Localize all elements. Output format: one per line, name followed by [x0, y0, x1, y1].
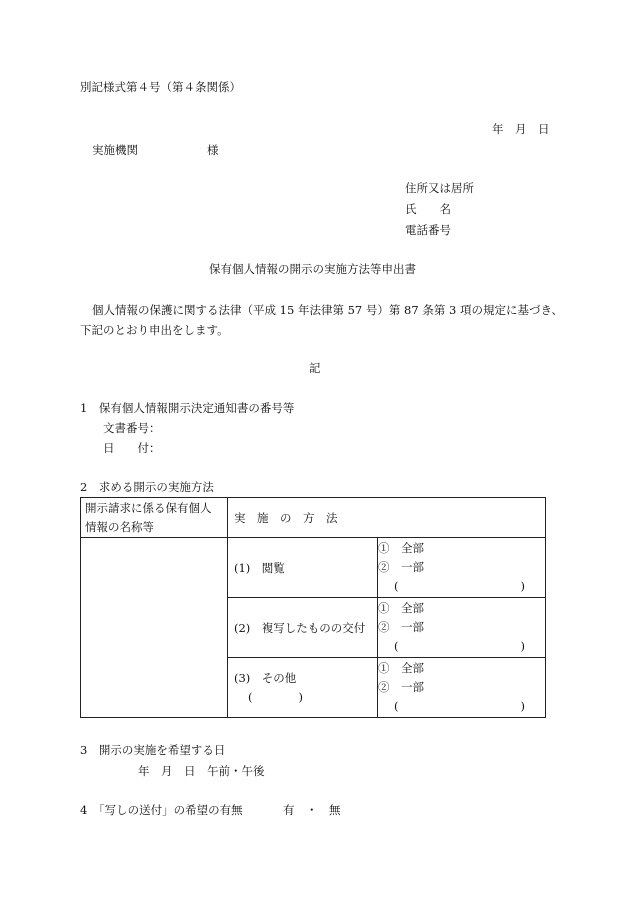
method-table — [80, 497, 546, 718]
method-2-label: (2) 複写したものの交付 — [228, 598, 378, 658]
section4-heading: 4 「写しの送付」の希望の有無 — [80, 803, 243, 817]
addressee: 実施機関 様 — [92, 143, 219, 157]
form-number: 別記様式第４号（第４条関係） — [80, 80, 241, 94]
ki-heading: 記 — [309, 361, 321, 375]
other-detail[interactable]: ( ) — [248, 689, 303, 704]
section1-heading: 1 保有個人情報開示決定通知書の番号等 — [80, 401, 295, 415]
method-3-label: (3) その他 ( ) — [228, 658, 378, 718]
col1-header: 開示請求に係る保有個人 情報の名称等 — [81, 498, 228, 538]
info-name-cell[interactable] — [81, 538, 228, 718]
option-part-detail[interactable]: ( ) — [394, 579, 525, 593]
doc-number-label: 文書番号： — [103, 421, 161, 435]
method-3-options — [378, 658, 546, 718]
method-1-label: (1) 閲覧 — [228, 538, 378, 598]
phone-label: 電話番号 — [405, 223, 451, 237]
section3-heading: 3 開示の実施を希望する日 — [80, 743, 226, 757]
method-2-options — [378, 598, 546, 658]
section2-heading: 2 求める開示の実施方法 — [80, 480, 214, 494]
option-all[interactable]: ① 全部 — [378, 601, 424, 615]
address-label: 住所又は居所 — [405, 181, 474, 195]
intro-line-1: 個人情報の保護に関する法律（平成 15 年法律第 57 号）第 87 条第 3 項の規定に基づき、 — [92, 303, 563, 317]
name-label: 氏 名 — [405, 202, 451, 216]
date-line: 年 月 日 — [492, 122, 550, 136]
date-label: 日 付： — [103, 441, 161, 455]
option-part[interactable]: ② 一部 — [378, 620, 424, 634]
document-title: 保有個人情報の開示の実施方法等申出書 — [209, 262, 416, 276]
option-part-detail[interactable]: ( ) — [394, 699, 525, 713]
intro-line-2: 下記のとおり申出をします。 — [80, 323, 229, 337]
option-all[interactable]: ① 全部 — [378, 541, 424, 555]
option-part[interactable]: ② 一部 — [378, 680, 424, 694]
copy-send-choice[interactable]: 有 ・ 無 — [283, 803, 341, 817]
option-part[interactable]: ② 一部 — [378, 560, 424, 574]
method-1-options — [378, 538, 546, 598]
option-part-detail[interactable]: ( ) — [394, 639, 525, 653]
col2-header: 実 施 の 方 法 — [228, 498, 546, 538]
desired-date[interactable]: 年 月 日 午前・午後 — [138, 764, 265, 778]
option-all[interactable]: ① 全部 — [378, 661, 424, 675]
